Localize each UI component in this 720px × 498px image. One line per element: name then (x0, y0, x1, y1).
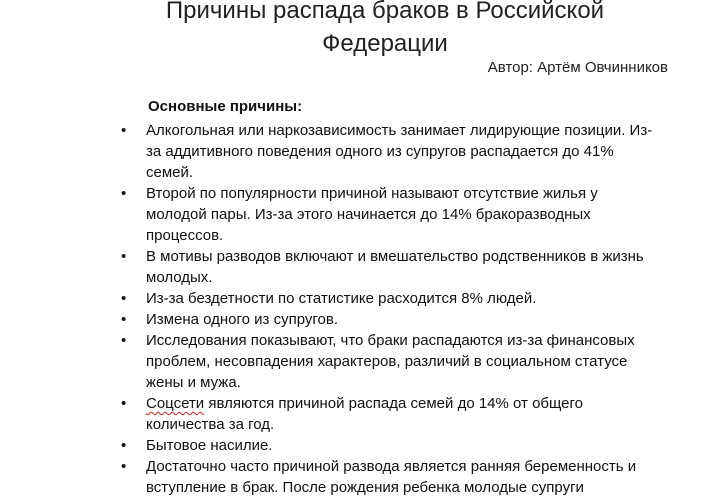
list-item-text: Измена одного из супругов. (146, 311, 338, 328)
bullet-icon: • (121, 332, 127, 349)
list-item (0, 393, 720, 435)
list-item-text: Исследования показывают, что браки распадаются из-за финансовых проблем, несовпадения характеров, различий в социальном статусе жены и мужа. (146, 332, 635, 391)
list-item (0, 246, 720, 288)
reasons-list (0, 120, 720, 498)
list-item-text: В мотивы разводов включают и вмешательство родственников в жизнь молодых. (146, 248, 644, 286)
list-item-text: Второй по популярности причиной называют отсутствие жилья у молодой пары. Из-за этого начинается до 14% бракоразводных процессов. (146, 185, 598, 244)
bullet-icon: • (121, 458, 127, 475)
list-item-text: Из-за бездетности по статистике расходится 8% людей. (146, 290, 537, 307)
section-heading: Основные причины: (148, 98, 303, 115)
list-item (0, 120, 720, 183)
document-title: Причины распада браков в Российской Федерации (165, 0, 605, 57)
list-item (0, 456, 720, 498)
list-item-text: Бытовое насилие. (146, 437, 273, 454)
bullet-icon: • (121, 311, 127, 328)
list-item (0, 309, 720, 330)
list-item-text: являются причиной распада семей до 14% от общего количества за год. (146, 395, 584, 433)
bullet-icon: • (121, 290, 127, 307)
list-item-text: Достаточно часто причиной развода является ранняя беременность и вступление в брак. После рождения ребенка молодые супруги (146, 458, 637, 496)
list-item (0, 330, 720, 393)
bullet-icon: • (121, 395, 127, 412)
list-item (0, 288, 720, 309)
bullet-icon: • (121, 122, 127, 139)
bullet-icon: • (121, 185, 127, 202)
spellcheck-word[interactable]: Соцсети (146, 395, 205, 412)
list-item (0, 435, 720, 456)
bullet-icon: • (121, 248, 127, 265)
list-item (0, 183, 720, 246)
document-author: Автор: Артём Овчинников (487, 59, 668, 76)
list-item-text: Алкогольная или наркозависимость занимает лидирующие позиции. Из-за аддитивного поведения одного из супругов распадается до 41% семей. (146, 122, 653, 181)
bullet-icon: • (121, 437, 127, 454)
